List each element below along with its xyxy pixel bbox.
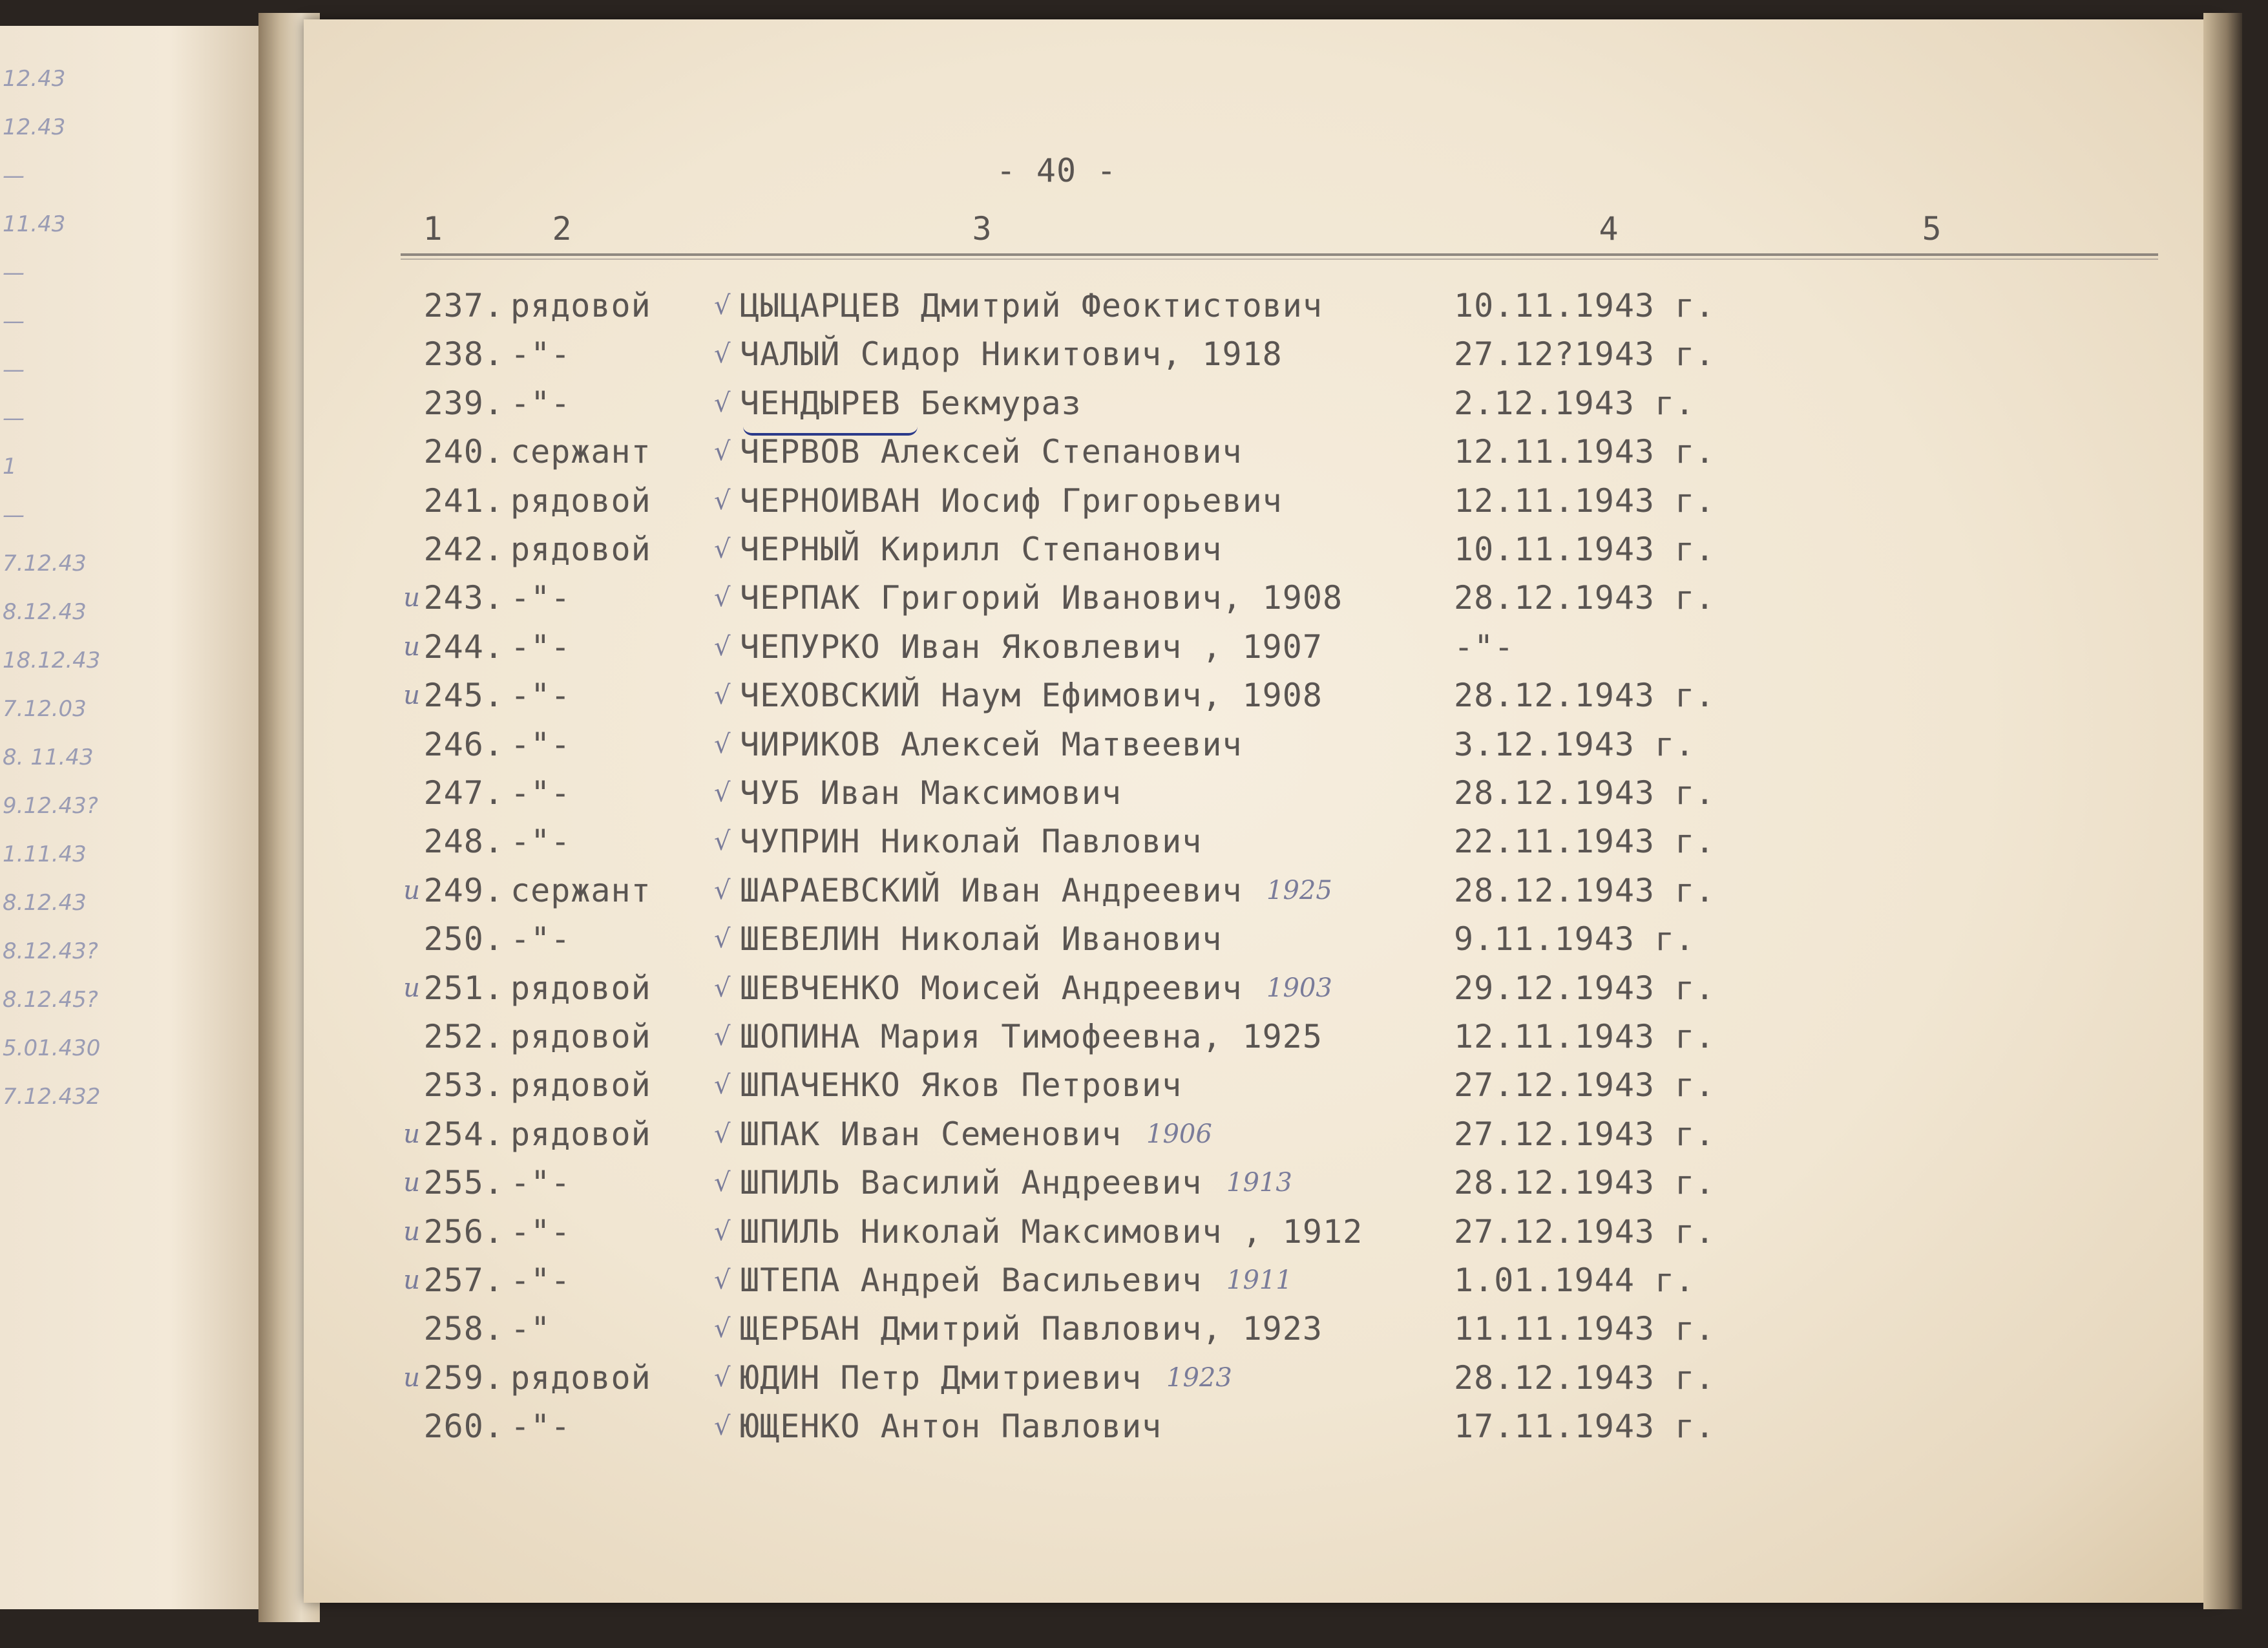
row-margin-mark: и [403,1363,420,1393]
register-row [0,720,2268,769]
row-margin-mark: и [403,876,420,905]
column-header-3: 3 [972,210,992,248]
register-row [0,330,2268,379]
register-row [0,1207,2268,1256]
row-name: ШТЕПА Андрей Васильевич [740,1262,1202,1299]
row-rank: -" [510,1310,551,1347]
page-number: - 40 - [996,152,1117,189]
register-row [0,379,2268,428]
row-rank: -"- [510,1408,571,1445]
register-row [0,866,2268,915]
row-date: 28.12.1943 г. [1454,1164,1716,1201]
row-date: 12.11.1943 г. [1454,433,1716,470]
pen-check-mark: √ [714,827,731,856]
row-number: 257. [423,1262,504,1299]
left-page-note: 7.12.43 [3,551,87,576]
row-date: -"- [1454,628,1515,666]
row-name: ШПАЧЕНКО Яков Петрович [740,1066,1182,1104]
row-number: 246. [423,726,504,763]
row-number: 258. [423,1310,504,1347]
left-page-note: — [3,308,25,334]
row-number: 245. [423,677,504,714]
row-number: 251. [423,969,504,1007]
row-number: 242. [423,531,504,568]
row-number: 239. [423,385,504,422]
left-page-note: 7.12.432 [3,1084,101,1110]
left-page-note: 8.12.43 [3,599,87,625]
row-name: ШПАК Иван Семенович [740,1115,1122,1153]
row-number: 254. [423,1115,504,1153]
row-number: 240. [423,433,504,470]
row-rank: рядовой [510,1066,651,1104]
register-row [0,817,2268,866]
row-margin-mark: и [403,973,420,1003]
row-date: 28.12.1943 г. [1454,1359,1716,1397]
row-name: ЧЕРВОВ Алексей Степанович [740,433,1243,470]
pen-check-mark: √ [714,1363,731,1393]
row-name: ШПИЛЬ Василий Андреевич [740,1164,1202,1201]
row-date: 17.11.1943 г. [1454,1408,1716,1445]
row-name: ЧЕНДЫРЕВ Бекмураз [740,385,1082,422]
row-rank: -"- [510,920,571,958]
row-date: 1.01.1944 г. [1454,1262,1696,1299]
row-year-note: 1913 [1226,1168,1292,1198]
row-margin-mark: и [403,583,420,613]
pen-check-mark: √ [714,1119,731,1149]
register-row [0,1402,2268,1451]
left-page-note: 8.12.43? [3,938,98,964]
row-date: 9.11.1943 г. [1454,920,1696,958]
row-number: 237. [423,287,504,324]
row-rank: рядовой [510,531,651,568]
row-date: 12.11.1943 г. [1454,482,1716,520]
register-row [0,1256,2268,1305]
pen-check-mark: √ [714,437,731,467]
row-rank: -"- [510,579,571,617]
row-rank: -"- [510,823,571,860]
register-row [0,427,2268,476]
pen-check-mark: √ [714,388,731,418]
left-page-note: 8.12.45? [3,987,98,1013]
row-rank: -"- [510,774,571,812]
left-page-note: — [3,357,25,383]
pen-check-mark: √ [714,534,731,564]
left-page-note: 1.11.43 [3,841,87,867]
row-rank: рядовой [510,1115,651,1153]
register-row [0,525,2268,574]
row-name: ЧЕРПАК Григорий Иванович, 1908 [740,579,1343,617]
row-number: 253. [423,1066,504,1104]
left-page-note: 9.12.43? [3,793,98,819]
row-name: ЧИРИКОВ Алексей Матвеевич [740,726,1243,763]
column-header-5: 5 [1922,210,1942,248]
pen-check-mark: √ [714,339,731,369]
row-date: 27.12.1943 г. [1454,1213,1716,1251]
row-name: ЧУПРИН Николай Павлович [740,823,1202,860]
left-page-note: — [3,405,25,431]
pen-check-mark: √ [714,1022,731,1051]
left-page-note: 1 [3,454,17,480]
row-name: ЧАЛЫЙ Сидор Никитович, 1918 [740,335,1283,373]
row-date: 27.12.1943 г. [1454,1066,1716,1104]
pen-check-mark: √ [714,730,731,759]
row-margin-mark: и [403,1168,420,1198]
left-page-note: 8.12.43 [3,890,87,916]
row-date: 27.12?1943 г. [1454,335,1716,373]
header-rule-secondary [401,259,2158,260]
row-rank: рядовой [510,1018,651,1055]
left-page-note: — [3,260,25,286]
row-name: ШПИЛЬ Николай Максимович , 1912 [740,1213,1363,1251]
row-name: ЦЫЦАРЦЕВ Дмитрий Феоктистович [740,287,1323,324]
row-rank: -"- [510,1262,571,1299]
pen-check-mark: √ [714,1217,731,1247]
register-row [0,768,2268,818]
row-rank: -"- [510,335,571,373]
row-name: ЧЕРНОИВАН Иосиф Григорьевич [740,482,1283,520]
row-date: 28.12.1943 г. [1454,774,1716,812]
row-number: 260. [423,1408,504,1445]
row-rank: -"- [510,385,571,422]
row-name: ЮДИН Петр Дмитриевич [740,1359,1142,1397]
left-page-note: 8. 11.43 [3,745,94,770]
row-number: 255. [423,1164,504,1201]
row-name: ШОПИНА Мария Тимофеевна, 1925 [740,1018,1323,1055]
register-row [0,1012,2268,1061]
pen-check-mark: √ [714,1411,731,1441]
row-number: 256. [423,1213,504,1251]
pen-check-mark: √ [714,632,731,662]
row-number: 252. [423,1018,504,1055]
pen-check-mark: √ [714,876,731,905]
row-year-note: 1911 [1226,1265,1292,1295]
register-row [0,1061,2268,1110]
row-rank: -"- [510,628,571,666]
pen-check-mark: √ [714,973,731,1003]
row-margin-mark: и [403,632,420,662]
pen-check-mark: √ [714,583,731,613]
left-page-note: 12.43 [3,66,66,92]
pen-check-mark: √ [714,486,731,516]
row-name: ЩЕРБАН Дмитрий Павлович, 1923 [740,1310,1323,1347]
register-row [0,964,2268,1013]
register-row [0,1158,2268,1207]
pen-check-mark: √ [714,291,731,321]
row-number: 259. [423,1359,504,1397]
row-year-note: 1906 [1146,1119,1212,1149]
register-row [0,1353,2268,1402]
row-rank: рядовой [510,969,651,1007]
row-margin-mark: и [403,1119,420,1149]
row-rank: -"- [510,1164,571,1201]
register-row [0,1304,2268,1353]
row-name: ШЕВЕЛИН Николай Иванович [740,920,1223,958]
row-year-note: 1923 [1166,1363,1232,1393]
left-page-note: 11.43 [3,211,66,237]
row-name: ЧУБ Иван Максимович [740,774,1122,812]
row-rank: рядовой [510,287,651,324]
register-row [0,476,2268,525]
row-name: ЧЕПУРКО Иван Яковлевич , 1907 [740,628,1323,666]
left-page-note: 18.12.43 [3,648,101,673]
row-date: 27.12.1943 г. [1454,1115,1716,1153]
register-row [0,914,2268,964]
column-header-2: 2 [552,210,572,248]
row-date: 3.12.1943 г. [1454,726,1696,763]
row-year-note: 1903 [1266,973,1332,1003]
left-page-note: — [3,502,25,528]
row-date: 2.12.1943 г. [1454,385,1696,422]
pen-check-mark: √ [714,1265,731,1295]
row-rank: рядовой [510,482,651,520]
left-page-note: 5.01.430 [3,1035,101,1061]
row-date: 11.11.1943 г. [1454,1310,1716,1347]
register-row [0,622,2268,671]
pen-check-mark: √ [714,778,731,808]
row-date: 28.12.1943 г. [1454,872,1716,909]
pen-check-mark: √ [714,681,731,710]
row-rank: сержант [510,872,651,909]
pen-check-mark: √ [714,924,731,954]
row-margin-mark: и [403,681,420,710]
row-date: 28.12.1943 г. [1454,677,1716,714]
row-rank: сержант [510,433,651,470]
register-row [0,281,2268,330]
row-date: 28.12.1943 г. [1454,579,1716,617]
row-margin-mark: и [403,1217,420,1247]
row-rank: -"- [510,726,571,763]
left-page-note: — [3,163,25,189]
row-date: 10.11.1943 г. [1454,287,1716,324]
row-name: ЮЩЕНКО Антон Павлович [740,1408,1162,1445]
row-number: 249. [423,872,504,909]
row-date: 10.11.1943 г. [1454,531,1716,568]
register-row [0,671,2268,720]
row-number: 238. [423,335,504,373]
row-year-note: 1925 [1266,876,1332,905]
pen-check-mark: √ [714,1314,731,1344]
row-name: ШЕВЧЕНКО Моисей Андреевич [740,969,1243,1007]
row-rank: -"- [510,1213,571,1251]
register-row [0,1110,2268,1159]
row-rank: рядовой [510,1359,651,1397]
left-page-note: 12.43 [3,114,66,140]
row-name: ЧЕХОВСКИЙ Наум Ефимович, 1908 [740,677,1323,714]
row-number: 243. [423,579,504,617]
column-header-4: 4 [1599,210,1619,248]
row-date: 22.11.1943 г. [1454,823,1716,860]
row-number: 248. [423,823,504,860]
row-name: ЧЕРНЫЙ Кирилл Степанович [740,531,1223,568]
row-name: ШАРАЕВСКИЙ Иван Андреевич [740,872,1243,909]
row-number: 250. [423,920,504,958]
row-margin-mark: и [403,1265,420,1295]
header-rule [401,253,2158,256]
row-number: 247. [423,774,504,812]
row-date: 29.12.1943 г. [1454,969,1716,1007]
column-header-1: 1 [423,210,443,248]
row-date: 12.11.1943 г. [1454,1018,1716,1055]
pen-check-mark: √ [714,1070,731,1100]
row-rank: -"- [510,677,571,714]
row-number: 244. [423,628,504,666]
register-row [0,573,2268,622]
left-page-note: 7.12.03 [3,696,87,722]
pen-check-mark: √ [714,1168,731,1198]
row-number: 241. [423,482,504,520]
